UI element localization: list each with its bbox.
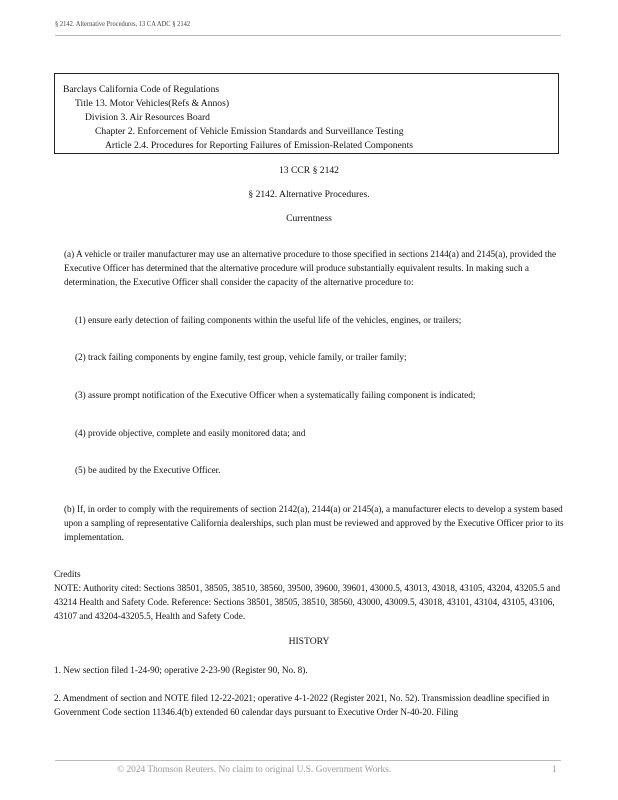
citation: 13 CCR § 2142: [279, 165, 339, 176]
history-entry-2: 2. Amendment of section and NOTE filed 12-22-2021; operative 4-1-2022 (Register 2021, No. 52). Transmission deadline specified in Government Code section 11346.4(b) extended 60 calendar days pursuant to Executive Order N-40-20. Filing: [54, 693, 550, 717]
paragraph-a: (a) A vehicle or trailer manufacturer may use an alternative procedure to those specified in sections 2144(a) and 2145(a), provided the Executive Officer has determined that the alternative procedure will produce substantially equivalent results. In making such a determination, the Executive Officer shall consider the capacity of the alternative procedure to:: [64, 249, 557, 287]
currentness-link[interactable]: Currentness: [286, 213, 332, 224]
history-entry-1: 1. New section filed 1-24-90; operative 2-23-90 (Register 90, No. 8).: [54, 665, 308, 675]
header-divider: [55, 35, 561, 36]
hierarchy-article[interactable]: Article 2.4. Procedures for Reporting Failures of Emission-Related Components: [105, 140, 414, 151]
list-item-3: (3) assure prompt notification of the Executive Officer when a systematically failing component is indicated;: [75, 390, 476, 400]
list-item-1: (1) ensure early detection of failing components within the useful life of the vehicles, engines, or trailers;: [75, 315, 462, 325]
footer-copyright: © 2024 Thomson Reuters. No claim to original U.S. Government Works.: [117, 765, 392, 775]
paragraph-b: (b) If, in order to comply with the requirements of section 2142(a), 2144(a) or 2145(a), a manufacturer elects to develop a system based upon a sampling of representative California dealerships, such plan must be reviewed and approved by the Executive Officer prior to its implementation.: [64, 504, 564, 542]
footer-divider: [55, 760, 561, 761]
section-title: § 2142. Alternative Procedures.: [248, 189, 370, 200]
list-item-4: (4) provide objective, complete and easily monitored data; and: [75, 428, 306, 438]
page-number: 1: [552, 765, 557, 775]
hierarchy-division[interactable]: Division 3. Air Resources Board: [85, 112, 210, 123]
hierarchy-source: Barclays California Code of Regulations: [63, 84, 220, 95]
credits-heading: Credits: [54, 569, 81, 579]
credits-note: NOTE: Authority cited: Sections 38501, 38505, 38510, 38560, 39500, 39600, 39601, 43000.5, 43013, 43018, 43105, 43204, 43205.5 and 43214 Health and Safety Code. Reference: Sections 38501, 38505, 38510, 38560, 43000, 43009.5, 43018, 43101, 43104, 43105, 43106, 43107 and 43204-43205.5, Health and Safety Code.: [54, 583, 561, 621]
list-item-5: (5) be audited by the Executive Officer.: [75, 465, 221, 475]
history-heading: HISTORY: [288, 636, 330, 647]
hierarchy-chapter[interactable]: Chapter 2. Enforcement of Vehicle Emission Standards and Surveillance Testing: [95, 126, 404, 137]
hierarchy-title[interactable]: Title 13. Motor Vehicles(Refs & Annos): [75, 98, 230, 109]
hierarchy-box: [54, 73, 559, 154]
list-item-2: (2) track failing components by engine family, test group, vehicle family, or trailer family;: [75, 352, 407, 362]
running-head: § 2142. Alternative Procedures, 13 CA ADC § 2142: [55, 19, 191, 28]
